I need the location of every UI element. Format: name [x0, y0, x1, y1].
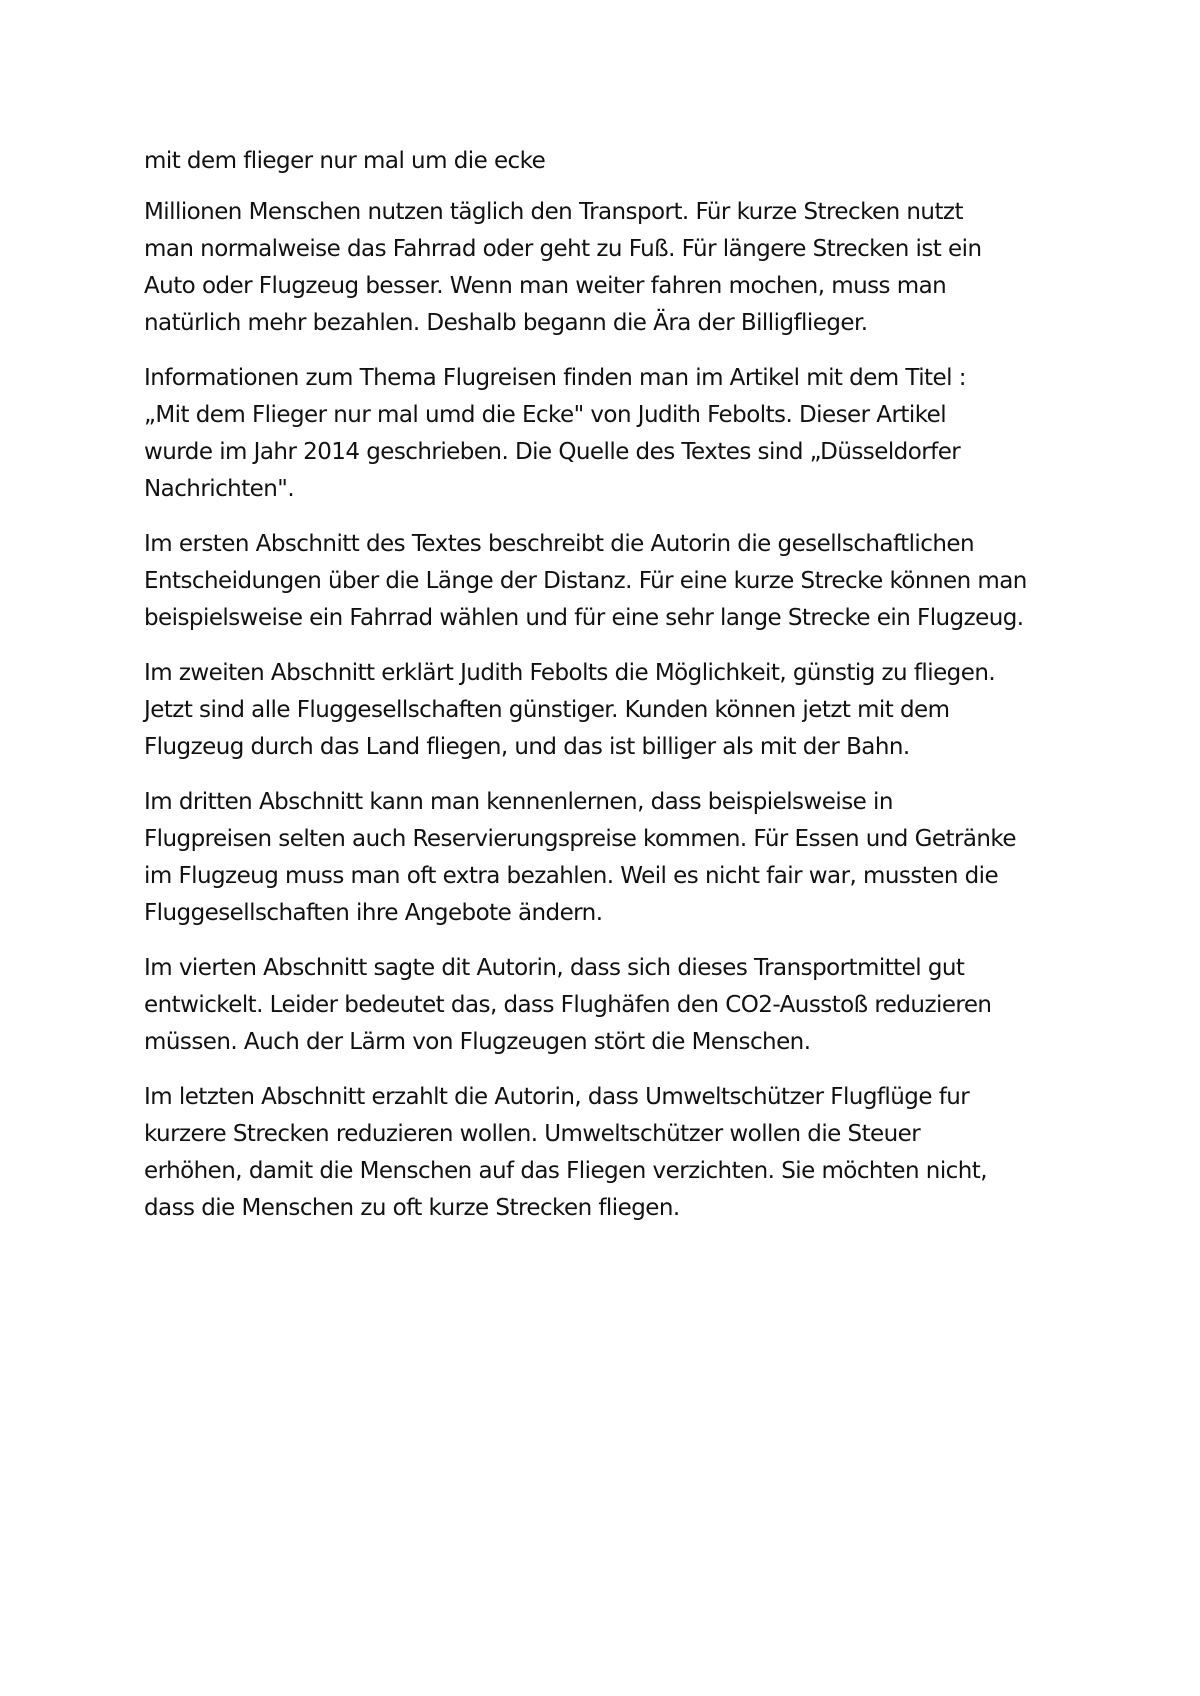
paragraph-introduction: Millionen Menschen nutzen täglich den Transport. Für kurze Strecken nutzt man normalweise das Fahrrad oder geht zu Fuß. Für längere Strecken ist ein Auto oder Flugzeug besser. Wenn man weiter fahren mochen, muss man natürlich mehr bezahlen. Deshalb begann die Ära der Billigflieger. — [144, 199, 982, 336]
document-title: mit dem flieger nur mal um die ecke — [144, 148, 546, 174]
paragraph-third-section: Im dritten Abschnitt kann man kennenlernen, dass beispielsweise in Flugpreisen selten auch Reservierungspreise kommen. Für Essen und Getränke im Flugzeug muss man oft extra bezahlen. Weil es nicht fair war, mussten die Fluggesellschaften ihre Angebote ändern. — [144, 789, 1016, 926]
paragraph-last-section: Im letzten Abschnitt erzahlt die Autorin, dass Umweltschützer Flugflüge fur kurzere Strecken reduzieren wollen. Umweltschützer wollen die Steuer erhöhen, damit die Menschen auf das Fliegen verzichten. Sie möchten nicht, dass die Menschen zu oft kurze Strecken fliegen. — [144, 1084, 988, 1221]
paragraph-first-section: Im ersten Abschnitt des Textes beschreibt die Autorin die gesellschaftlichen Entscheidungen über die Länge der Distanz. Für eine kurze Strecke können man beispielsweise ein Fahrrad wählen und für eine sehr lange Strecke ein Flugzeug. — [144, 531, 1027, 631]
document-body — [144, 143, 1074, 1245]
paragraph-fourth-section: Im vierten Abschnitt sagte dit Autorin, dass sich dieses Transportmittel gut entwickelt. Leider bedeutet das, dass Flughäfen den CO2-Ausstoß reduzieren müssen. Auch der Lärm von Flugzeugen stört die Menschen. — [144, 955, 992, 1055]
paragraph-second-section: Im zweiten Abschnitt erklärt Judith Febolts die Möglichkeit, günstig zu fliegen. Jetzt sind alle Fluggesellschaften günstiger. Kunden können jetzt mit dem Flugzeug durch das Land fliegen, und das ist billiger als mit der Bahn. — [144, 660, 996, 760]
paragraph-source-info: Informationen zum Thema Flugreisen finden man im Artikel mit dem Titel : „Mit dem Flieger nur mal umd die Ecke" von Judith Febolts. Dieser Artikel wurde im Jahr 2014 geschrieben. Die Quelle des Textes sind „Düsseldorfer Nachrichten". — [144, 365, 966, 502]
